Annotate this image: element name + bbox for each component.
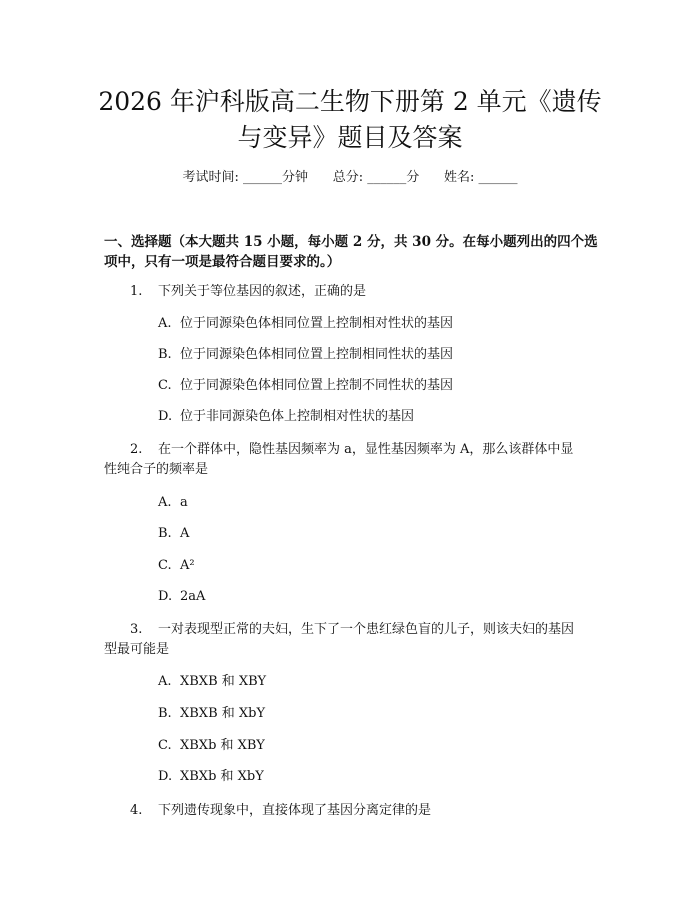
option-letter: B. <box>158 706 172 721</box>
question-1-option-c <box>158 376 453 396</box>
question-1-option-a <box>158 314 453 334</box>
page-title-line-1: 2026 年沪科版高二生物下册第 2 单元《遗传 <box>98 87 602 116</box>
question-3-text: 一对表现型正常的夫妇，生下了一个患红绿色盲的儿子，则该夫妇的基因 <box>158 622 575 637</box>
section-heading-line-1: 一、选择题（本大题共 15 小题，每小题 2 分，共 30 分。在每小题列出的四个选 <box>104 234 598 250</box>
option-text: XBXB 和 XbY <box>180 706 266 721</box>
option-letter: D. <box>158 589 173 604</box>
option-text: 位于同源染色体相同位置上控制不同性状的基因 <box>180 378 454 393</box>
option-text: XBXB 和 XBY <box>180 674 267 689</box>
question-1-option-b <box>158 345 453 365</box>
option-letter: C. <box>158 738 172 753</box>
question-2-text-continued: 性纯合子的频率是 <box>104 462 209 477</box>
option-text: 2aA <box>180 589 206 604</box>
option-text: A <box>180 526 190 541</box>
option-text: a <box>180 495 188 510</box>
question-1-text: 下列关于等位基因的叙述，正确的是 <box>158 284 367 299</box>
question-2-number: 2. <box>130 442 143 457</box>
option-letter: A. <box>158 674 172 689</box>
question-4-text: 下列遗传现象中，直接体现了基因分离定律的是 <box>158 803 432 818</box>
section-heading-line-2: 项中，只有一项是最符合题目要求的。） <box>104 254 341 270</box>
question-4-number: 4. <box>130 803 143 818</box>
question-2-option-c <box>158 556 195 576</box>
option-letter: C. <box>158 558 172 573</box>
option-text: A² <box>180 558 195 573</box>
question-3-option-c <box>158 736 265 756</box>
question-3-option-b <box>158 704 265 724</box>
question-2-option-b <box>158 524 189 544</box>
question-3-option-a <box>158 672 266 692</box>
exam-info: 考试时间: ______分钟 总分: ______分 姓名: ______ <box>182 170 518 185</box>
option-letter: D. <box>158 409 173 424</box>
option-letter: B. <box>158 347 172 362</box>
option-letter: B. <box>158 526 172 541</box>
option-text: 位于非同源染色体上控制相对性状的基因 <box>180 409 415 424</box>
question-3-number: 3. <box>130 622 143 637</box>
question-2-option-a <box>158 493 188 513</box>
option-letter: D. <box>158 769 173 784</box>
question-2-option-d <box>158 587 205 607</box>
option-text: 位于同源染色体相同位置上控制相同性状的基因 <box>180 347 454 362</box>
page-title-line-2: 与变异》题目及答案 <box>237 123 463 152</box>
option-text: XBXb 和 XbY <box>180 769 264 784</box>
option-letter: A. <box>158 316 172 331</box>
question-3-text-continued: 型最可能是 <box>104 642 170 657</box>
question-3-option-d <box>158 767 264 787</box>
option-letter: A. <box>158 495 172 510</box>
option-text: XBXb 和 XBY <box>180 738 265 753</box>
question-1-number: 1. <box>130 284 143 299</box>
option-letter: C. <box>158 378 172 393</box>
question-1-option-d <box>158 407 414 427</box>
question-2-text: 在一个群体中，隐性基因频率为 a，显性基因频率为 A，那么该群体中显 <box>158 442 574 457</box>
option-text: 位于同源染色体相同位置上控制相对性状的基因 <box>180 316 454 331</box>
